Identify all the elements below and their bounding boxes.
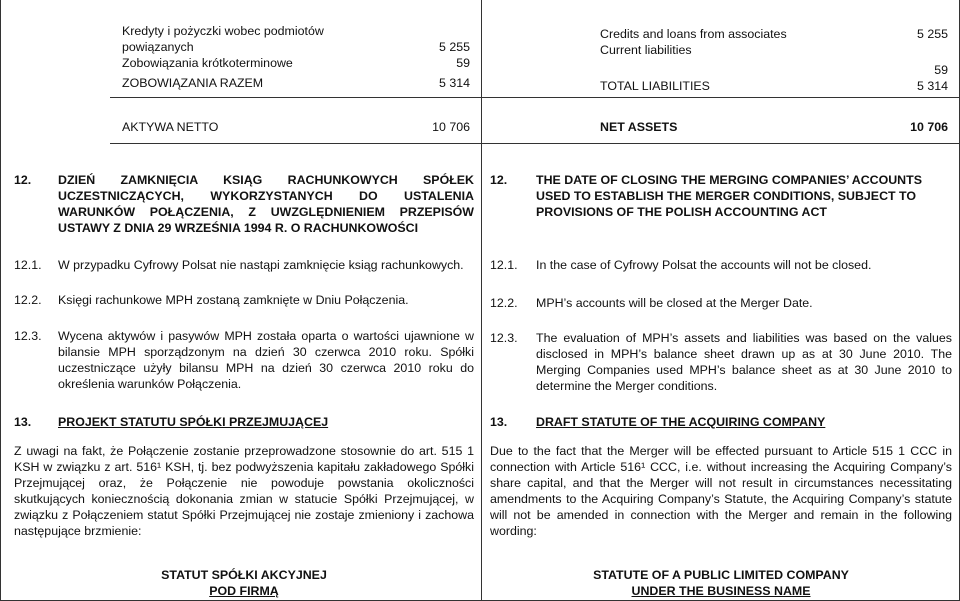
- balance-label: Kredyty i pożyczki wobec podmiotów: [122, 24, 324, 38]
- balance-net-english: [600, 119, 948, 135]
- item-number: 12.1.: [490, 258, 518, 272]
- balance-value: 59: [456, 56, 470, 70]
- balance-net-label: AKTYWA NETTO: [122, 120, 219, 134]
- balance-total-value: 5 314: [438, 76, 470, 90]
- balance-total-label: ZOBOWIĄZANIA RAZEM: [122, 76, 264, 90]
- table-divider: [482, 143, 960, 144]
- balance-row-current-value: [600, 62, 948, 78]
- balance-table-english: [600, 26, 948, 94]
- table-divider: [110, 97, 482, 98]
- balance-value: 59: [934, 63, 948, 77]
- statute-title-line: UNDER THE BUSINESS NAME: [631, 584, 811, 598]
- balance-label: powiązanych: [122, 40, 194, 54]
- section-heading: DRAFT STATUTE OF THE ACQUIRING COMPANY: [536, 415, 826, 429]
- item-number: 12.2.: [14, 293, 42, 307]
- item-number: 12.1.: [14, 258, 42, 272]
- item-number: 12.3.: [490, 331, 518, 345]
- balance-label: Current liabilities: [600, 43, 692, 57]
- section-number: 12.: [490, 173, 508, 187]
- balance-row-total: [600, 78, 948, 94]
- balance-table-polish: [122, 23, 470, 91]
- balance-net-polish: [122, 119, 470, 135]
- item-text: MPH’s accounts will be closed at the Merger Date.: [536, 296, 813, 310]
- statute-title-polish: [14, 567, 474, 599]
- section-heading: THE DATE OF CLOSING THE MERGING COMPANIES’ ACCOUNTS USED TO ESTABLISH THE MERGER CONDITIONS, SUBJECT TO PROVISIONS OF THE POLISH ACCOUNTING ACT: [536, 173, 922, 219]
- balance-row-loans-cont: [122, 39, 470, 55]
- balance-net-value: 10 706: [910, 120, 948, 134]
- balance-total-label: TOTAL LIABILITIES: [600, 79, 710, 93]
- balance-total-value: 5 314: [916, 79, 948, 93]
- balance-row-net: [122, 119, 470, 135]
- balance-row-loans: [600, 26, 948, 42]
- statute-title-line: STATUT SPÓŁKI AKCYJNEJ: [161, 568, 327, 582]
- balance-value: 5 255: [438, 40, 470, 54]
- balance-label: Credits and loans from associates: [600, 27, 787, 41]
- balance-row-loans: [122, 23, 470, 39]
- item-text: Wycena aktywów i pasywów MPH została oparta o wartości ujawnione w bilansie MPH sporządzonym na dzień 30 czerwca 2010 roku. Spółki uczestniczące użyły bilansu MPH na dzień 30 czerwca 2010 roku do określenia warunków Połączenia.: [58, 329, 474, 391]
- table-divider: [482, 97, 960, 98]
- balance-net-value: 10 706: [432, 120, 470, 134]
- balance-label: Zobowiązania krótkoterminowe: [122, 56, 293, 70]
- item-number: 12.3.: [14, 329, 42, 343]
- balance-value: 5 255: [916, 27, 948, 41]
- item-number: 12.2.: [490, 296, 518, 310]
- section-13-body-polish: Z uwagi na fakt, że Połączenie zostanie przeprowadzone stosownie do art. 515 1 KSH w związku z art. 516¹ KSH, tj. bez podwyższenia kapitału zakładowego Spółki Przejmującej oraz, że Połączenie nie powoduje powstania okoliczności skutkujących koniecznością dokonania zmian w statucie Spółki Przejmującej, w związku z Połączeniem statut Spółki Przejmującej nie zostaje zmieniony i zachowa następujące brzmienie:: [14, 444, 474, 538]
- statute-title-english: [490, 567, 952, 599]
- section-heading: DZIEŃ ZAMKNIĘCIA KSIĄG RACHUNKOWYCH SPÓŁEK UCZESTNICZĄCYCH, WYKORZYSTANYCH DO USTALENIA WARUNKÓW POŁĄCZENIA, Z UWZGLĘDNIENIEM PRZEPISÓW USTAWY Z DNIA 29 WRZEŚNIA 1994 R. O RACHUNKOWOŚCI: [58, 173, 474, 235]
- statute-title-line: POD FIRMĄ: [209, 584, 279, 598]
- section-number: 13.: [490, 415, 508, 429]
- item-text: Księgi rachunkowe MPH zostaną zamknięte w Dniu Połączenia.: [58, 293, 409, 307]
- balance-row-current: [122, 55, 470, 71]
- section-heading: PROJEKT STATUTU SPÓŁKI PRZEJMUJĄCEJ: [58, 415, 329, 429]
- statute-title-line: STATUTE OF A PUBLIC LIMITED COMPANY: [593, 568, 849, 582]
- section-number: 12.: [14, 173, 32, 187]
- item-text: The evaluation of MPH’s assets and liabilities was based on the values disclosed in MPH’s balance sheet drawn up as at 30 June 2010. The Merging Companies used MPH’s balance sheet as at 30 June 2010 to determine the Merger conditions.: [536, 331, 952, 393]
- section-13-body-english: Due to the fact that the Merger will be effected pursuant to Article 515 1 CCC in connection with Article 516¹ CCC, i.e. without increasing the Acquiring Company’s share capital, and that the Merger will not result in circumstances necessitating amendments to the Acquiring Company’s Statute, the Acquiring Company’s statute will not be amended in connection with the Merger and remain in the following wording:: [490, 444, 952, 538]
- balance-net-label: NET ASSETS: [600, 120, 678, 134]
- item-text: In the case of Cyfrowy Polsat the accounts will not be closed.: [536, 258, 872, 272]
- balance-row-total: [122, 75, 470, 91]
- item-text: W przypadku Cyfrowy Polsat nie nastąpi zamknięcie ksiąg rachunkowych.: [58, 258, 464, 272]
- table-divider: [110, 143, 482, 144]
- balance-row-current-label: [600, 42, 948, 58]
- section-number: 13.: [14, 415, 32, 429]
- balance-row-net: [600, 119, 948, 135]
